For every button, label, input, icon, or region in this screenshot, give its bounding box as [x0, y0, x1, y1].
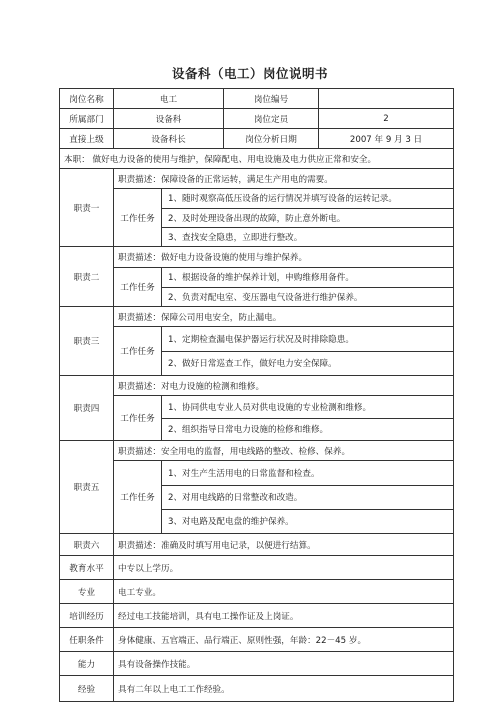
duty-6-label: 职责六 — [60, 534, 114, 556]
duty-4-task-row — [60, 396, 454, 441]
duty-3-task-2: 2、做好日常巡查工作，做好电力安全保障。 — [162, 351, 453, 375]
duty-2-desc-row — [60, 247, 454, 268]
duty-4-label: 职责四 — [60, 376, 114, 441]
major-value: 电工专业。 — [114, 580, 454, 604]
duty-6-desc: 职责描述：准确及时填写用电记录，以便进行结算。 — [114, 534, 454, 556]
duty-5-task-row — [60, 461, 454, 534]
header-row-dept — [60, 109, 454, 129]
training-value: 经过电工技能培训，具有电工操作证及上岗证。 — [114, 604, 454, 628]
major-label: 专业 — [60, 580, 114, 604]
experience-label: 经验 — [60, 676, 114, 702]
duty-2-task-2: 2、负责对配电室、变压器电气设备进行维护保养。 — [162, 287, 453, 306]
document-title: 设备科（电工）岗位说明书 — [171, 66, 328, 81]
duty-4-task-label: 工作任务 — [114, 396, 162, 441]
summary-row — [60, 149, 454, 169]
ability-label: 能力 — [60, 652, 114, 676]
analysis-date-label: 岗位分析日期 — [224, 129, 319, 149]
duty-2-label: 职责二 — [60, 247, 114, 307]
post-code-label: 岗位编号 — [224, 89, 319, 109]
duty-5-task-list — [162, 461, 454, 534]
requirement-row-education — [60, 556, 454, 580]
duty-1-label: 职责一 — [60, 169, 114, 247]
dept-value: 设备科 — [114, 109, 224, 129]
analysis-date-value: 2007 年 9 月 3 日 — [319, 129, 454, 149]
duty-1-task-2: 2、及时处理设备出现的故障，防止意外断电。 — [162, 208, 453, 227]
duty-4-desc-row — [60, 376, 454, 396]
ability-value: 具有设备操作技能。 — [114, 652, 454, 676]
duty-3-desc: 职责描述：保障公司用电安全，防止漏电。 — [114, 307, 454, 327]
duty-2-task-label: 工作任务 — [114, 268, 162, 307]
duty-5-label: 职责五 — [60, 441, 114, 534]
requirement-row-experience — [60, 676, 454, 702]
requirement-row-training — [60, 604, 454, 628]
duty-3-task-label: 工作任务 — [114, 327, 162, 376]
header-row-post — [60, 89, 454, 109]
duty-3-task-row — [60, 327, 454, 376]
post-name-value: 电工 — [114, 89, 224, 109]
duty-1-desc: 职责描述：保障设备的正常运转，满足生产用电的需要。 — [114, 169, 454, 189]
duty-2-desc: 职责描述：做好电力设备设施的使用与维护保养。 — [114, 247, 454, 268]
duty-5-task-2: 2、对用电线路的日常整改和改造。 — [162, 485, 453, 509]
duty-5-desc-row — [60, 441, 454, 461]
duty-1-desc-row — [60, 169, 454, 189]
duty-4-task-1: 1、协同供电专业人员对供电设施的专业检测和维修。 — [168, 402, 372, 413]
requirement-row-ability — [60, 652, 454, 676]
duty-4-task-2: 2、组织指导日常电力设施的检修和维修。 — [162, 418, 453, 440]
post-name-label: 岗位名称 — [60, 89, 114, 109]
duty-1-task-list — [162, 189, 454, 247]
duty-2-task-row — [60, 268, 454, 307]
duty-1-task-3: 3、查找安全隐患，立即进行整改。 — [162, 227, 453, 246]
job-summary: 本职： 做好电力设备的使用与维护，保障配电、用电设施及电力供应正常和安全。 — [60, 149, 454, 169]
duty-3-task-list — [162, 327, 454, 376]
duty-3-task-1: 1、定期检查漏电保护器运行状况及时排除隐患。 — [168, 334, 354, 345]
training-label: 培训经历 — [60, 604, 114, 628]
header-row-superior — [60, 129, 454, 149]
quota-value: 2 — [319, 109, 454, 129]
duty-5-task-label: 工作任务 — [114, 461, 162, 534]
duty-5-desc: 职责描述：安全用电的监督，用电线路的整改、检修、保养。 — [114, 441, 454, 461]
conditions-label: 任职条件 — [60, 628, 114, 652]
duty-1-task-1: 1、随时观察高低压设备的运行情况并填写设备的运转记录。 — [168, 194, 397, 205]
experience-value: 具有二年以上电工工作经验。 — [114, 676, 454, 702]
job-description-table — [59, 88, 454, 702]
superior-label: 直接上级 — [60, 129, 114, 149]
duty-1-task-label: 工作任务 — [114, 189, 162, 247]
post-code-value — [319, 89, 454, 109]
duty-6-row — [60, 534, 454, 556]
education-value: 中专以上学历。 — [114, 556, 454, 580]
duty-4-desc: 职责描述：对电力设施的检测和维修。 — [114, 376, 454, 396]
duty-2-task-1: 1、根据设备的维护保养计划，申购维修用备件。 — [168, 273, 354, 284]
requirement-row-conditions — [60, 628, 454, 652]
dept-label: 所属部门 — [60, 109, 114, 129]
duty-5-task-3: 3、对电路及配电盘的维护保养。 — [162, 509, 453, 533]
duty-4-task-list — [162, 396, 454, 441]
duty-3-desc-row — [60, 307, 454, 327]
duty-5-task-1: 1、对生产生活用电的日常监督和检查。 — [168, 468, 320, 479]
quota-label: 岗位定员 — [224, 109, 319, 129]
superior-value: 设备科长 — [114, 129, 224, 149]
requirement-row-major — [60, 580, 454, 604]
duty-3-label: 职责三 — [60, 307, 114, 376]
education-label: 教育水平 — [60, 556, 114, 580]
duty-2-task-list — [162, 268, 454, 307]
conditions-value: 身体健康、五官端正、品行端正、原则性强，年龄：22－45 岁。 — [114, 628, 454, 652]
duty-1-task-row — [60, 189, 454, 247]
